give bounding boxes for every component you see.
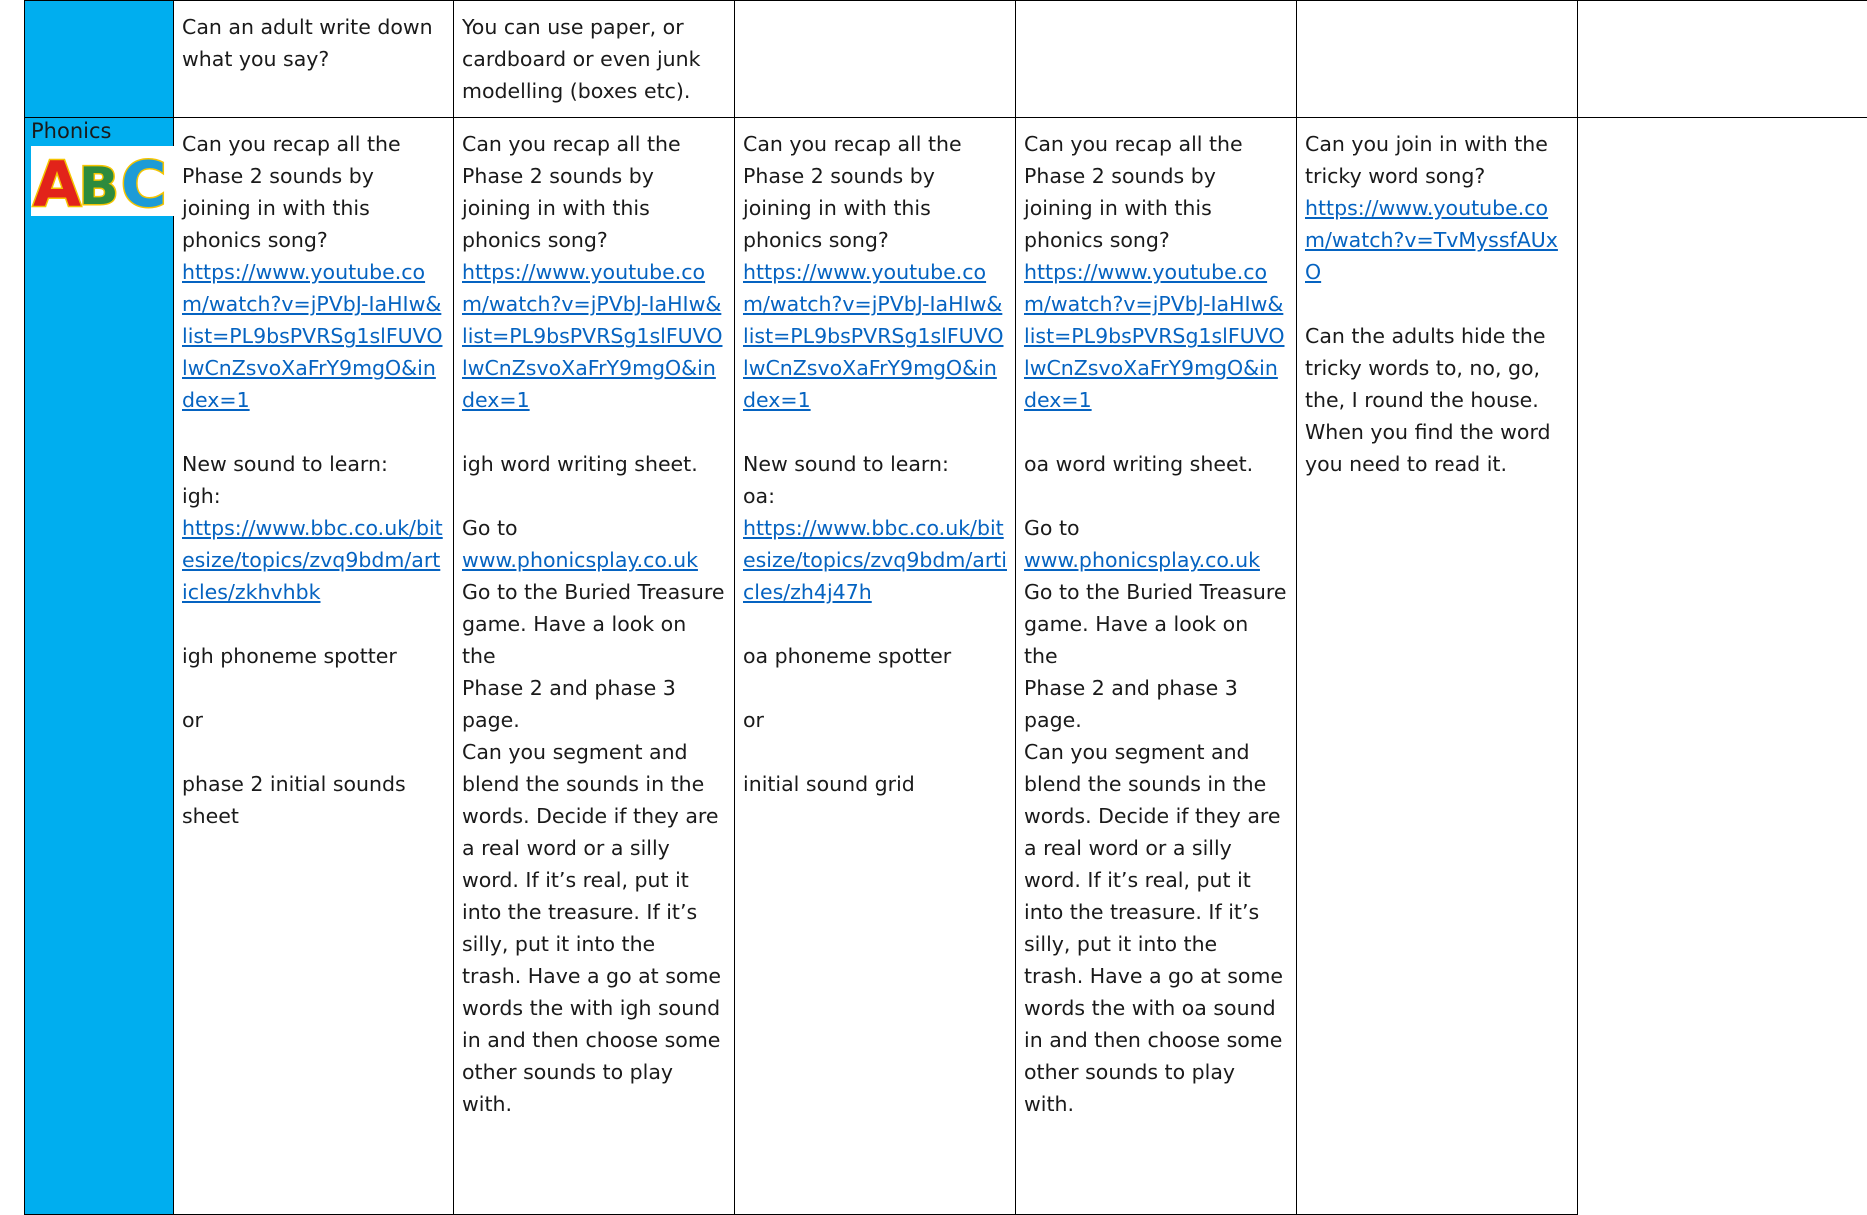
logo-letter: C: [121, 148, 167, 216]
task-text: a real word or a silly: [462, 832, 726, 864]
task-text: words the with igh sound: [462, 992, 726, 1024]
task-text: sheet: [182, 800, 445, 832]
task-text: Can you recap all the: [462, 128, 726, 160]
buried-treasure-instructions: [462, 576, 726, 1120]
task-cell: [1297, 1, 1578, 118]
thursday-phonics-cell: [1016, 118, 1297, 1215]
task-text: Go to: [1024, 512, 1288, 544]
task-cell: [1578, 1, 1867, 118]
task-text: Go to the Buried Treasure: [1024, 576, 1288, 608]
task-text: game. Have a look on the: [1024, 608, 1288, 672]
task-text: the, I round the house.: [1305, 384, 1569, 416]
task-text: New sound to learn:: [182, 448, 445, 480]
task-text: game. Have a look on the: [462, 608, 726, 672]
task-cell: [1016, 1, 1297, 118]
task-text: Go to the Buried Treasure: [462, 576, 726, 608]
bbc-bitesize-link[interactable]: https://www.bbc.co.uk/bitesize/topics/zvq9bdm/articles/zh4j47h: [743, 516, 1007, 604]
task-text: tricky words to, no, go,: [1305, 352, 1569, 384]
task-text: initial sound grid: [743, 768, 1007, 800]
table-row: [25, 1, 1867, 118]
logo-letter: A: [33, 148, 81, 216]
task-text: page.: [462, 704, 726, 736]
task-text: words the with oa sound: [1024, 992, 1288, 1024]
task-text: other sounds to play: [1024, 1056, 1288, 1088]
phonics-song-link[interactable]: https://www.youtube.com/watch?v=jPVbJ-IaHIw&list=PL9bsPVRSg1slFUVOlwCnZsvoXaFrY9mgO&index=1: [462, 260, 722, 412]
task-text: words. Decide if they are: [462, 800, 726, 832]
task-text: Can an adult write down: [182, 11, 445, 43]
task-text: page.: [1024, 704, 1288, 736]
phonics-song-link[interactable]: https://www.youtube.com/watch?v=jPVbJ-IaHIw&list=PL9bsPVRSg1slFUVOlwCnZsvoXaFrY9mgO&index=1: [743, 260, 1003, 412]
task-text: Phase 2 sounds by: [182, 160, 445, 192]
phonicsplay-link[interactable]: www.phonicsplay.co.uk: [1024, 548, 1260, 572]
task-text: When you find the word: [1305, 416, 1569, 448]
task-cell: [735, 1, 1016, 118]
buried-treasure-instructions: [1024, 576, 1288, 1120]
task-cell: [454, 1, 735, 118]
task-text: into the treasure. If it’s: [462, 896, 726, 928]
task-text: with.: [462, 1088, 726, 1120]
task-text: trash. Have a go at some: [1024, 960, 1288, 992]
task-text: tricky word song?: [1305, 160, 1569, 192]
task-text: phonics song?: [462, 224, 726, 256]
task-text: silly, put it into the: [462, 928, 726, 960]
task-text: word. If it’s real, put it: [462, 864, 726, 896]
task-text: New sound to learn:: [743, 448, 1007, 480]
task-text: Phase 2 sounds by: [462, 160, 726, 192]
wednesday-phonics-cell: [735, 118, 1016, 1215]
tricky-word-song-link[interactable]: https://www.youtube.com/watch?v=TvMyssfAUxO: [1305, 196, 1558, 284]
task-text: or: [182, 704, 445, 736]
task-text: or: [743, 704, 1007, 736]
task-text: cardboard or even junk: [462, 43, 726, 75]
task-text: Can you join in with the: [1305, 128, 1569, 160]
task-text: you need to read it.: [1305, 448, 1569, 480]
task-text: oa phoneme spotter: [743, 640, 1007, 672]
task-text: phase 2 initial sounds: [182, 768, 445, 800]
task-text: You can use paper, or: [462, 11, 726, 43]
task-text: Go to: [462, 512, 726, 544]
task-text: Can you recap all the: [182, 128, 445, 160]
subject-cell: [25, 118, 174, 1215]
task-text: Can you recap all the: [1024, 128, 1288, 160]
task-text: Phase 2 and phase 3: [462, 672, 726, 704]
tuesday-phonics-cell: [454, 118, 735, 1215]
task-text: joining in with this: [1024, 192, 1288, 224]
monday-phonics-cell: [174, 118, 454, 1215]
bbc-bitesize-link[interactable]: https://www.bbc.co.uk/bitesize/topics/zvq9bdm/articles/zkhvhbk: [182, 516, 443, 604]
friday-phonics-cell: [1297, 118, 1578, 1215]
task-text: oa:: [743, 480, 1007, 512]
task-text: word. If it’s real, put it: [1024, 864, 1288, 896]
phonics-song-link[interactable]: https://www.youtube.com/watch?v=jPVbJ-IaHIw&list=PL9bsPVRSg1slFUVOlwCnZsvoXaFrY9mgO&index=1: [182, 260, 442, 412]
weekly-plan-table: [24, 0, 1867, 1215]
task-text: igh word writing sheet.: [462, 448, 726, 480]
task-text: in and then choose some: [1024, 1024, 1288, 1056]
task-text: joining in with this: [743, 192, 1007, 224]
task-text: Can you recap all the: [743, 128, 1007, 160]
phonics-song-link[interactable]: https://www.youtube.com/watch?v=jPVbJ-IaHIw&list=PL9bsPVRSg1slFUVOlwCnZsvoXaFrY9mgO&index=1: [1024, 260, 1284, 412]
task-text: into the treasure. If it’s: [1024, 896, 1288, 928]
task-text: Can you segment and: [462, 736, 726, 768]
task-text: Phase 2 and phase 3: [1024, 672, 1288, 704]
task-text: joining in with this: [182, 192, 445, 224]
task-text: Phase 2 sounds by: [743, 160, 1007, 192]
task-text: igh phoneme spotter: [182, 640, 445, 672]
logo-letter: B: [79, 157, 119, 216]
subject-cell: [25, 1, 174, 118]
task-text: phonics song?: [743, 224, 1007, 256]
task-text: what you say?: [182, 43, 445, 75]
task-text: with.: [1024, 1088, 1288, 1120]
abc-logo: [31, 146, 180, 216]
phonicsplay-link[interactable]: www.phonicsplay.co.uk: [462, 548, 698, 572]
task-text: in and then choose some: [462, 1024, 726, 1056]
task-text: Can you segment and: [1024, 736, 1288, 768]
task-text: Can the adults hide the: [1305, 320, 1569, 352]
task-text: phonics song?: [182, 224, 445, 256]
task-text: trash. Have a go at some: [462, 960, 726, 992]
subject-label: Phonics: [31, 118, 167, 144]
task-text: words. Decide if they are: [1024, 800, 1288, 832]
task-text: oa word writing sheet.: [1024, 448, 1288, 480]
table-row: [25, 118, 1867, 1215]
task-text: igh:: [182, 480, 445, 512]
task-cell: [174, 1, 454, 118]
task-text: other sounds to play: [462, 1056, 726, 1088]
task-text: phonics song?: [1024, 224, 1288, 256]
task-text: modelling (boxes etc).: [462, 75, 726, 107]
task-text: silly, put it into the: [1024, 928, 1288, 960]
task-text: a real word or a silly: [1024, 832, 1288, 864]
task-text: joining in with this: [462, 192, 726, 224]
task-text: blend the sounds in the: [1024, 768, 1288, 800]
task-text: Phase 2 sounds by: [1024, 160, 1288, 192]
task-text: blend the sounds in the: [462, 768, 726, 800]
